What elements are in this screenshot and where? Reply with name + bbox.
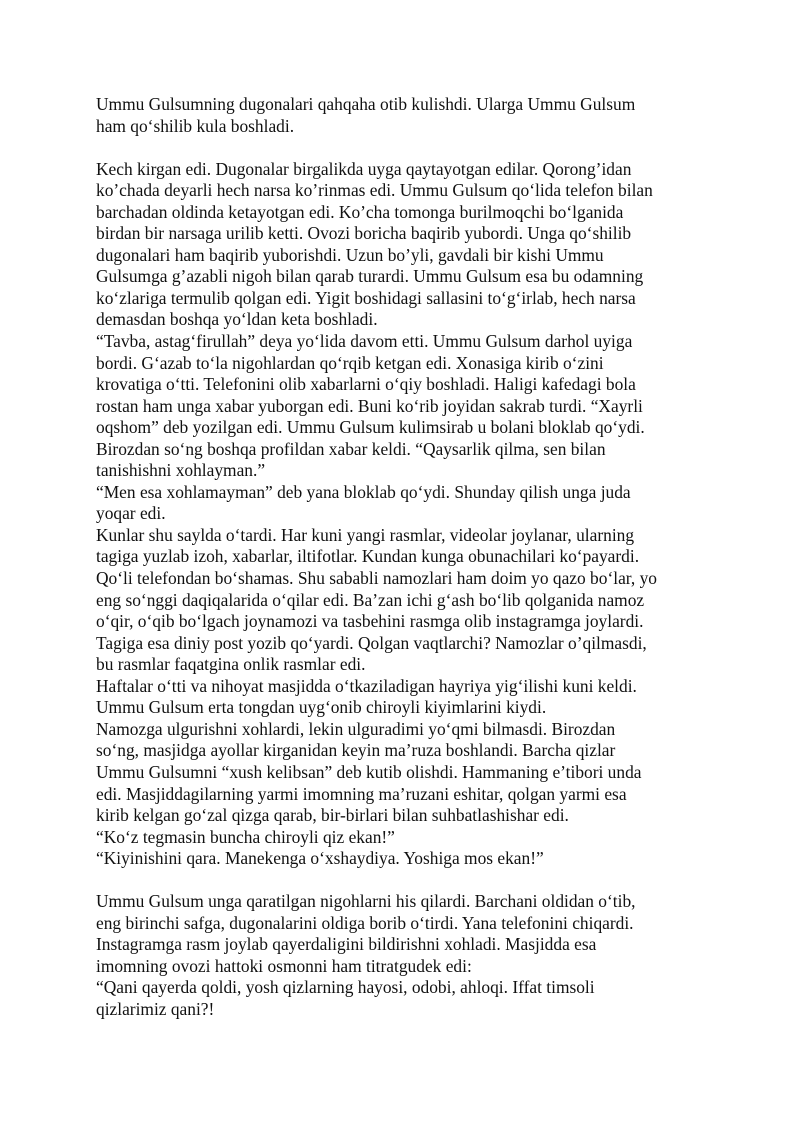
dialogue-line: “Kiyinishini qara. Manekenga o‘xshaydiya. Yoshiga mos ekan!”	[96, 848, 544, 869]
paragraph: Ummu Gulsum unga qaratilgan nigohlarni his qilardi. Barchani oldidan o‘tib, eng birinchi safga, dugonalarini oldiga borib o‘tirdi. Yana telefonini chiqardi. Instagramga rasm joylab qayerdaligini bildirishni xohladi. Masjidda esa imomning ovozi hattoki osmonni ham titratgudek edi:	[96, 891, 636, 976]
dialogue-line: “Qani qayerda qoldi, yosh qizlarning hayosi, odobi, ahloqi. Iffat timsoli qizlarimiz qani?!	[96, 977, 595, 1019]
paragraph: “Men esa xohlamayman” deb yana bloklab qo‘ydi. Shunday qilish unga juda yoqar edi.	[96, 481, 631, 524]
paragraph: Kech kirgan edi. Dugonalar birgalikda uyga qaytayotgan edilar. Qorong’idan ko’chada deyarli hech narsa ko’rinmas edi. Ummu Gulsum qo‘lida telefon bilan barchadan oldinda ketayotgan edi. Ko’cha tomonga burilmoqchi bo‘lganida birdan bir narsaga urilib ketti. Ovozi boricha baqirib yubordi. Unga qo‘shilib dugonalari ham baqirib yuborishdi. Uzun bo’yli, gavdali bir kishi Ummu Gulsumga g’azabli nigoh bilan qarab turardi. Ummu Gulsum esa bu odamning ko‘zlariga termulib qolgan edi. Yigit boshidagi sallasini to‘g‘irlab, hech narsa demasdan boshqa yo‘ldan keta boshladi.	[96, 158, 653, 330]
paragraph: Ummu Gulsumning dugonalari qahqaha otib kulishdi. Ularga Ummu Gulsum ham qo‘shilib kula boshladi.	[96, 94, 636, 136]
paragraph: Namozga ulgurishni xohlardi, lekin ulguradimi yo‘qmi bilmasdi. Birozdan so‘ng, masjidga ayollar kirganidan keyin ma’ruza boshlandi. Barcha qizlar Ummu Gulsumni “xush kelibsan” deb kutib olishdi. Hammaning e’tibori unda edi. Masjiddagilarning yarmi imomning ma’ruzani eshitar, qolgan yarmi esa kirib kelgan go‘zal qizga qarab, bir-birlari bilan suhbatlashishar edi.	[96, 718, 642, 826]
paragraph-gap	[96, 137, 736, 159]
dialogue-line: “Ko‘z tegmasin buncha chiroyli qiz ekan!”	[96, 826, 395, 847]
paragraph-gap	[96, 870, 736, 892]
paragraph: “Tavba, astag‘firullah” deya yo‘lida davom etti. Ummu Gulsum darhol uyiga bordi. G‘azab to‘la nigohlardan qo‘rqib ketgan edi. Xonasiga kirib o‘zini krovatiga o‘tti. Telefonini olib xabarlarni o‘qiy boshladi. Haligi kafedagi bola rostan ham unga xabar yuborgan edi. Buni ko‘rib joyidan sakrab turdi. “Xayrli oqshom” deb yozilgan edi. Ummu Gulsum kulimsirab u bolani bloklab qo‘ydi. Birozdan so‘ng boshqa profildan xabar keldi. “Qaysarlik qilma, sen bilan tanishishni xohlayman.”	[96, 331, 645, 481]
document-page	[96, 94, 736, 1021]
paragraph: Kunlar shu saylda o‘tardi. Har kuni yangi rasmlar, videolar joylanar, ularning tagiga yuzlab izoh, xabarlar, iltifotlar. Kundan kunga obunachilari ko‘payardi. Qo‘li telefondan bo‘shamas. Shu sababli namozlari ham doim yo qazo bo‘lar, yo eng so‘nggi daqiqalarida o‘qilar edi. Ba’zan ichi g‘ash bo‘lib qolganida namoz o‘qir, o‘qib bo‘lgach joynamozi va tasbehini rasmga olib instagramga joylardi. Tagiga esa diniy post yozib qo‘yardi. Qolgan vaqtlarchi? Namozlar o’qilmasdi, bu rasmlar faqatgina onlik rasmlar edi.	[96, 524, 657, 675]
paragraph: Haftalar o‘tti va nihoyat masjidda o‘tkaziladigan hayriya yig‘ilishi kuni keldi. Ummu Gulsum erta tongdan uyg‘onib chiroyli kiyimlarini kiydi.	[96, 675, 637, 718]
